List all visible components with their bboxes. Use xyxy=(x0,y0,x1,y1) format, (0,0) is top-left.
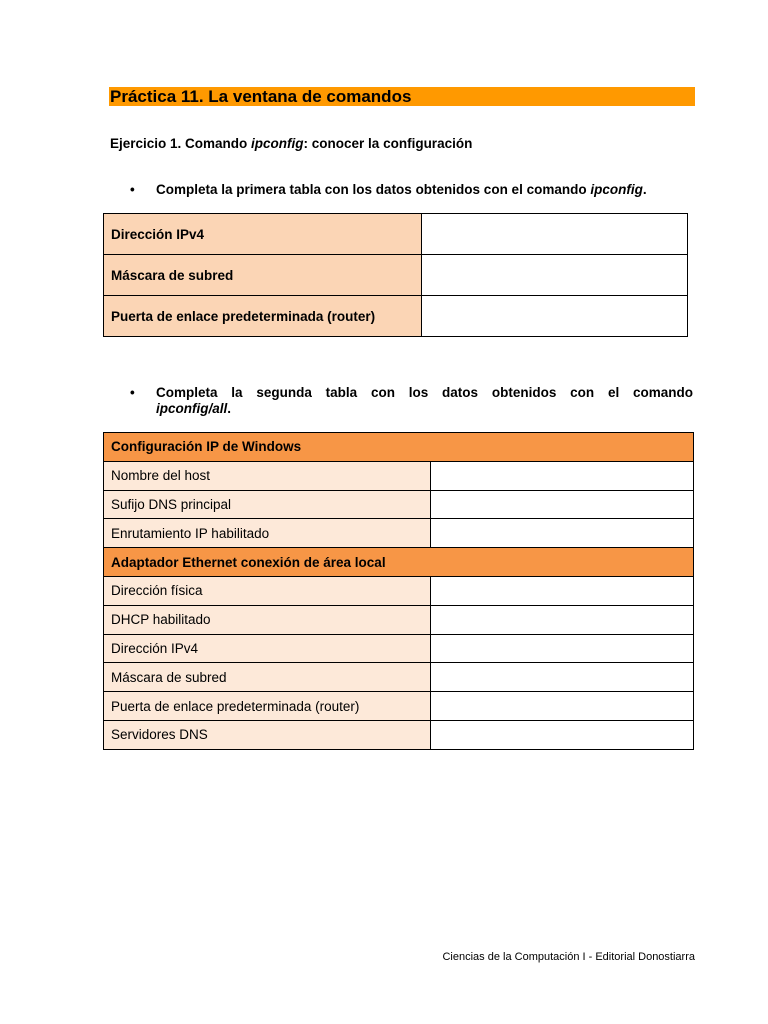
row-value-cell[interactable] xyxy=(431,663,694,692)
footer-text: Ciencias de la Computación I - Editorial Donostiarra xyxy=(442,951,695,963)
ipconfig-all-table xyxy=(103,432,694,750)
row-value-cell[interactable] xyxy=(431,490,694,519)
table-row xyxy=(104,461,694,490)
row-value-cell[interactable] xyxy=(431,692,694,721)
table-row xyxy=(104,490,694,519)
section-header: Adaptador Ethernet conexión de área local xyxy=(104,548,694,577)
row-label: Dirección IPv4 xyxy=(104,214,422,255)
row-value-cell[interactable] xyxy=(422,214,688,255)
row-label: Dirección IPv4 xyxy=(104,634,431,663)
row-value-cell[interactable] xyxy=(422,255,688,296)
row-value-cell[interactable] xyxy=(431,720,694,749)
bullet-icon: • xyxy=(130,182,135,197)
table-row xyxy=(104,214,688,255)
row-value-cell[interactable] xyxy=(431,519,694,548)
exercise-heading xyxy=(110,136,472,151)
section-header-row xyxy=(104,433,694,462)
table-row xyxy=(104,634,694,663)
instruction-2-end: . xyxy=(227,401,232,416)
exercise-suffix: : conocer la configuración xyxy=(303,136,473,151)
table-row xyxy=(104,605,694,634)
ipconfig-table xyxy=(103,213,688,337)
table-row xyxy=(104,296,688,337)
section-header: Configuración IP de Windows xyxy=(104,433,694,462)
section-header-row xyxy=(104,548,694,577)
row-label: Dirección física xyxy=(104,576,431,605)
row-label: Enrutamiento IP habilitado xyxy=(104,519,431,548)
row-value-cell[interactable] xyxy=(422,296,688,337)
page-title: Práctica 11. La ventana de comandos xyxy=(109,87,695,106)
instruction-1-text: Completa la primera tabla con los datos obtenidos con el comando xyxy=(156,182,591,197)
exercise-command: ipconfig xyxy=(251,136,304,151)
instruction-1-command: ipconfig xyxy=(590,182,643,197)
row-label: DHCP habilitado xyxy=(104,605,431,634)
table-row xyxy=(104,576,694,605)
exercise-prefix: Ejercicio 1. Comando xyxy=(110,136,252,151)
table-row xyxy=(104,663,694,692)
table-row xyxy=(104,720,694,749)
row-label: Puerta de enlace predeterminada (router) xyxy=(104,296,422,337)
instruction-2-command: ipconfig/all xyxy=(156,401,228,416)
row-value-cell[interactable] xyxy=(431,605,694,634)
table-row xyxy=(104,692,694,721)
row-label: Máscara de subred xyxy=(104,255,422,296)
row-label: Servidores DNS xyxy=(104,720,431,749)
row-value-cell[interactable] xyxy=(431,634,694,663)
row-label: Puerta de enlace predeterminada (router) xyxy=(104,692,431,721)
row-value-cell[interactable] xyxy=(431,576,694,605)
instruction-1-end: . xyxy=(642,182,647,197)
instruction-2-text: Completa la segunda tabla con los datos obtenidos con el comando xyxy=(156,385,693,400)
row-label: Máscara de subred xyxy=(104,663,431,692)
table-row xyxy=(104,519,694,548)
row-value-cell[interactable] xyxy=(431,461,694,490)
table-row xyxy=(104,255,688,296)
bullet-icon: • xyxy=(130,385,135,400)
row-label: Sufijo DNS principal xyxy=(104,490,431,519)
row-label: Nombre del host xyxy=(104,461,431,490)
